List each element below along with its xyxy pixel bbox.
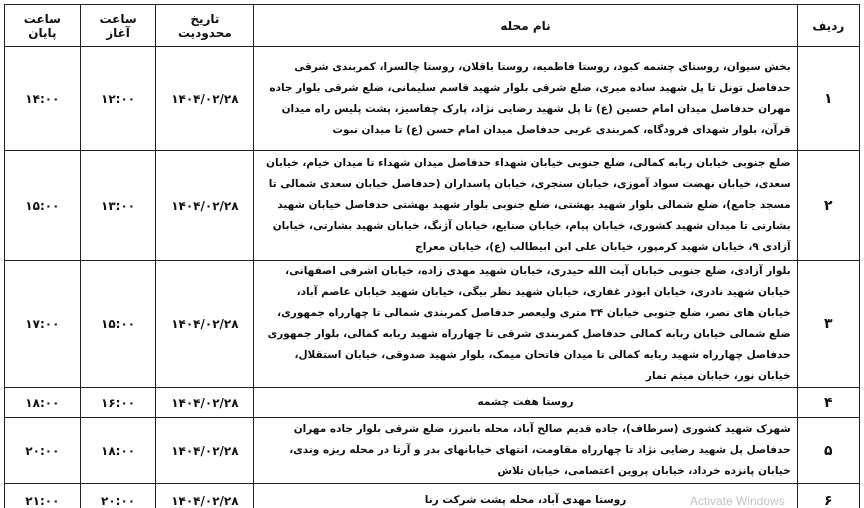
row-number-cell: ۵: [797, 418, 859, 484]
start-time-cell: ۱۸:۰۰: [80, 418, 156, 484]
start-time-cell: ۲۰:۰۰: [80, 484, 156, 508]
row-number-cell: ۳: [797, 261, 859, 388]
header-start-time: ساعت آغاز: [80, 5, 156, 47]
end-time-cell: ۱۷:۰۰: [5, 261, 81, 388]
header-restriction-date: تاریخ محدودیت: [156, 5, 254, 47]
area-name-cell: بخش سیوان، روستای چشمه کبود، روستا فاطمیه، روستا باقلان، روستا چالسرا، کمربندی شرقی حدفاصل تونل تا پل شهید ساده میری، ضلع شرقی بلوار شهید قاسم سلیمانی، ضلع شرقی بلوار جاده مهران حدفاصل میدان امام حسین (ع) تا پل شهید رضایی نژاد، پارک چفاسیز، پشت پلیس راه میدان قرآن، بلوار شهدای فرودگاه، کمربندی غربی حدفاصل میدان امام حسن (ع) تا میدان نبوت: [254, 47, 797, 151]
table-row: [5, 47, 860, 151]
activation-watermark: Activate Windows: [690, 494, 785, 508]
end-time-cell: ۱۸:۰۰: [5, 388, 81, 418]
area-name-cell: ضلع جنوبی خیابان ربابه کمالی، ضلع جنوبی خیابان شهداء حدفاصل میدان شهداء تا میدان خیام، خیابان سعدی، خیابان نهضت سواد آموزی، خیابان سنجری، خیابان پاسداران (حدفاصل خیابان سعدی شمالی تا مسجد جامع)، ضلع شمالی بلوار شهید بهشتی، ضلع جنوبی بلوار شهید بهشتی حدفاصل خیابان شهید بشارتی تا میدان شهید کشوری، خیابان پیام، خیابان صنایع، خیابان آژنگ، خیابان شهید بشارتی، خیابان آزادی ۹، خیابان شهید کرمپور، خیابان علی ابن ابیطالب (ع)، خیابان معراج: [254, 151, 797, 261]
table-row: [5, 388, 860, 418]
date-cell: ۱۴۰۴/۰۲/۲۸: [156, 484, 254, 508]
start-time-cell: ۱۵:۰۰: [80, 261, 156, 388]
outage-schedule-table: [4, 4, 860, 508]
date-cell: ۱۴۰۴/۰۲/۲۸: [156, 47, 254, 151]
date-cell: ۱۴۰۴/۰۲/۲۸: [156, 261, 254, 388]
header-area-name: نام محله: [254, 5, 797, 47]
end-time-cell: ۲۰:۰۰: [5, 418, 81, 484]
header-row-number: ردیف: [797, 5, 859, 47]
start-time-cell: ۱۳:۰۰: [80, 151, 156, 261]
row-number-cell: ۴: [797, 388, 859, 418]
table-row: [5, 261, 860, 388]
row-number-cell: ۱: [797, 47, 859, 151]
area-name-cell: بلوار آزادی، ضلع جنوبی خیابان آیت الله حیدری، خیابان شهید مهدی زاده، خیابان اشرفی اصفهانی، خیابان شهید نادری، خیابان ابوذر غفاری، خیابان شهید نظر بیگی، خیابان شهید خیابان عاصم آباد، خیابان های نصر، ضلع جنوبی خیابان ۳۴ متری ولیعصر حدفاصل کمربندی شمالی تا چهارراه جمهوری، ضلع شمالی خیابان ربابه کمالی حدفاصل کمربندی شرقی تا چهارراه شهید ربابه کمالی، بلوار جمهوری حدفاصل چهارراه شهید ربابه کمالی تا میدان فاتحان میمک، بلوار شهید صدوقی، خیابان استقلال، خیابان نور، خیابان میثم تمار: [254, 261, 797, 388]
table-row: [5, 151, 860, 261]
header-row: [5, 5, 860, 47]
date-cell: ۱۴۰۴/۰۲/۲۸: [156, 388, 254, 418]
table-header: [5, 5, 860, 47]
end-time-cell: ۱۵:۰۰: [5, 151, 81, 261]
area-name-cell: شهرک شهید کشوری (سرطاف)، جاده قدیم صالح آباد، محله بانبرز، ضلع شرقی بلوار جاده مهران حدفاصل پل شهید رضایی نژاد تا چهارراه مقاومت، انتهای خیابانهای بدر و آرتا در محله ریزه وندی، خیابان پانزده خرداد، خیابان پروین اعتصامی، خیابان تلاش: [254, 418, 797, 484]
row-number-cell: ۶: [797, 484, 859, 508]
end-time-cell: ۱۴:۰۰: [5, 47, 81, 151]
table-body: [5, 47, 860, 508]
start-time-cell: ۱۲:۰۰: [80, 47, 156, 151]
start-time-cell: ۱۶:۰۰: [80, 388, 156, 418]
date-cell: ۱۴۰۴/۰۲/۲۸: [156, 418, 254, 484]
end-time-cell: ۲۱:۰۰: [5, 484, 81, 508]
area-name-cell: روستا مهدی آباد، محله پشت شرکت رنا: [254, 484, 797, 508]
table-row: [5, 418, 860, 484]
table-row: [5, 484, 860, 508]
header-end-time: ساعت پایان: [5, 5, 81, 47]
area-name-cell: روستا هفت چشمه: [254, 388, 797, 418]
row-number-cell: ۲: [797, 151, 859, 261]
date-cell: ۱۴۰۴/۰۲/۲۸: [156, 151, 254, 261]
